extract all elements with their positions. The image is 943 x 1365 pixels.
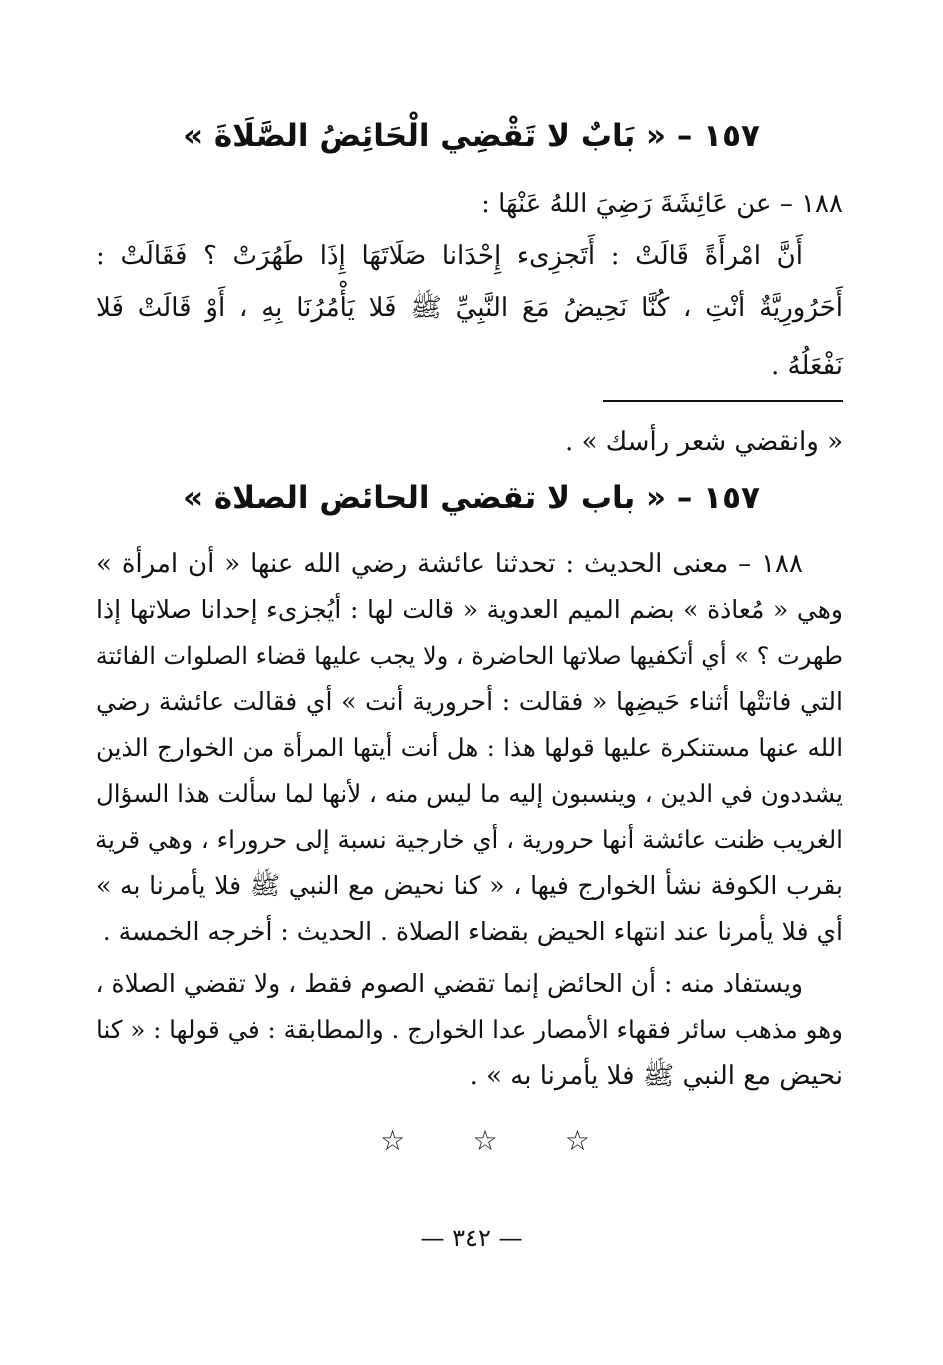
hadith-line: نَفْعَلُهُ . [770, 351, 843, 381]
commentary-line: بقرب الكوفة نشأ الخوارج فيها ، « كنا نحيض مع النبي ﷺ فلا يأمرنا به » [96, 871, 843, 900]
hadith-line: أَحَرُورِيَّةٌ أنْتِ ، كُنَّا نَحِيضُ مَعَ النَّبِيِّ ﷺ فَلا يَأْمُرُنَا بِهِ ، أَوْ قَالَتْ فَلا [96, 293, 843, 323]
star-icon: ☆ [472, 1124, 498, 1157]
star-icon: ☆ [380, 1124, 406, 1157]
commentary-line: الغريب ظنت عائشة أنها حرورية ، أي خارجية نسبة إلى حروراء ، وهي قرية [94, 825, 843, 854]
footnote-text: « وانقضي شعر رأسك » . [565, 427, 843, 457]
page-number: — ٣٤٢ — [420, 1224, 523, 1252]
star-separator [380, 1124, 590, 1158]
commentary-line: يشددون في الدين ، وينسبون إليه ما ليس منه ، لأنها لما سألت هذا السؤال [95, 779, 843, 808]
commentary-line: الله عنها مستنكرة عليها قولها هذا : هل أنت أيتها المرأة من الخوارج الذين [96, 733, 843, 762]
star-icon: ☆ [564, 1124, 590, 1157]
benefit-line: ويستفاد منه : أن الحائض إنما تقضي الصوم فقط ، ولا تقضي الصلاة ، [95, 969, 803, 998]
commentary-line: طهرت ؟ » أي أتكفيها صلاتها الحاضرة ، ولا يجب عليها قضاء الصلوات الفائتة [95, 642, 843, 670]
commentary-line: التي فاتتْها أثناء حَيضِها « فقالت : أحرورية أنت » أي فقالت عائشة رضي [96, 687, 843, 716]
section-title-vocalized: ١٥٧ – « بَابٌ لا تَقْضِي الْحَائِضُ الصَّلَاةَ » [183, 118, 760, 154]
commentary-line: ١٨٨ – معنى الحديث : تحدثنا عائشة رضي الله عنها « أن امرأة » [96, 549, 803, 579]
section-title-plain: ١٥٧ – « باب لا تقضي الحائض الصلاة » [183, 480, 760, 516]
footnote-divider [603, 400, 843, 402]
commentary-line: أي فلا يأمرنا عند انتهاء الحيض بقضاء الصلاة . الحديث : أخرجه الخمسة . [102, 917, 843, 946]
commentary-line: وهي « مُعاذة » بضم الميم العدوية « قالت لها : أيُجزىء إحدانا صلاتها إذا [96, 595, 843, 624]
hadith-line: أَنَّ امْرأَةً قَالَتْ : أَتَجزِىء إِحْدَانا صَلَاتَهَا إِذَا طَهُرَتْ ؟ فَقَالَتْ : [96, 241, 803, 271]
hadith-opening: ١٨٨ – عن عَائِشَةَ رَضِيَ اللهُ عَنْهَا : [481, 189, 843, 219]
benefit-line: نحيض مع النبي ﷺ فلا يأمرنا به » . [469, 1061, 843, 1091]
benefit-line: وهو مذهب سائر فقهاء الأمصار عدا الخوارج . والمطابقة : في قولها : « كنا [96, 1015, 843, 1044]
